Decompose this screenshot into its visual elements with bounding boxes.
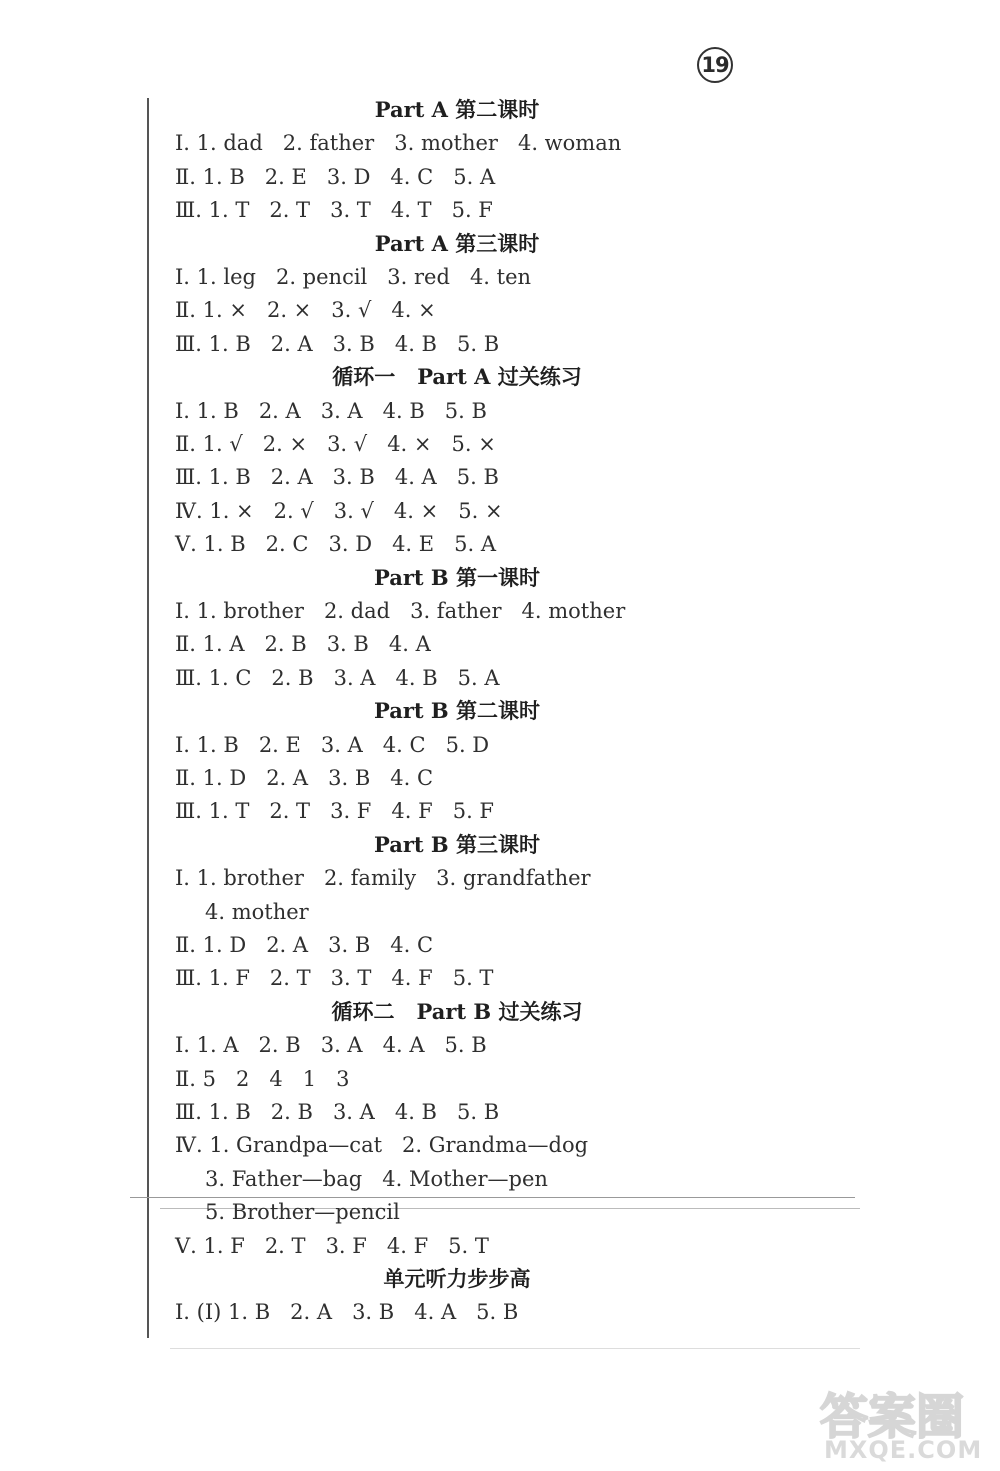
section-heading: Part B 第一课时: [374, 565, 540, 590]
watermark-cn-text: 答案圈: [820, 1389, 965, 1445]
answer-line: Ⅲ. 1. T 2. T 3. F 4. F 5. F: [175, 799, 494, 823]
answer-line: Ⅰ. (Ⅰ) 1. B 2. A 3. B 4. A 5. B: [175, 1300, 519, 1324]
answer-line: Ⅰ. 1. B 2. E 3. A 4. C 5. D: [175, 733, 490, 757]
answer-line: Ⅱ. 1. × 2. × 3. √ 4. ×: [175, 298, 436, 322]
answer-line: Ⅲ. 1. B 2. A 3. B 4. A 5. B: [175, 465, 499, 489]
answer-line: Ⅲ. 1. C 2. B 3. A 4. B 5. A: [175, 666, 500, 690]
section-heading: 循环一 Part A 过关练习: [332, 364, 582, 389]
answer-line: Ⅱ. 1. D 2. A 3. B 4. C: [175, 766, 434, 790]
answer-line: Ⅰ. 1. leg 2. pencil 3. red 4. ten: [175, 265, 532, 289]
answer-line: Ⅱ. 1. B 2. E 3. D 4. C 5. A: [175, 165, 496, 189]
answer-line-continuation: 3. Father—bag 4. Mother—pen: [205, 1167, 548, 1191]
section-heading: 单元听力步步高: [383, 1266, 531, 1291]
page-divider-rule: [130, 1197, 855, 1198]
answer-line: Ⅱ. 1. √ 2. × 3. √ 4. × 5. ×: [175, 432, 496, 456]
answer-line: Ⅴ. 1. B 2. C 3. D 4. E 5. A: [175, 532, 497, 556]
section-heading: Part B 第二课时: [374, 698, 540, 723]
answer-line: Ⅲ. 1. T 2. T 3. T 4. T 5. F: [175, 198, 493, 222]
answer-line: Ⅱ. 1. A 2. B 3. B 4. A: [175, 632, 431, 656]
answer-line: Ⅲ. 1. B 2. B 3. A 4. B 5. B: [175, 1100, 500, 1124]
page-number-badge: [697, 47, 733, 83]
answer-line: Ⅰ. 1. dad 2. father 3. mother 4. woman: [175, 131, 622, 155]
answer-line-continuation: 5. Brother—pencil: [205, 1200, 400, 1224]
watermark-en-text: MXQE.COM: [824, 1436, 983, 1464]
answer-line-continuation: 4. mother: [205, 900, 309, 924]
watermark-logo: [820, 1378, 985, 1468]
answer-line: Ⅲ. 1. B 2. A 3. B 4. B 5. B: [175, 332, 500, 356]
section-heading: Part A 第三课时: [374, 231, 540, 256]
answer-line: Ⅱ. 5 2 4 1 3: [175, 1067, 350, 1091]
section-heading: 循环二 Part B 过关练习: [331, 999, 583, 1024]
answer-line: Ⅳ. 1. × 2. √ 3. √ 4. × 5. ×: [175, 499, 503, 523]
answer-line: Ⅰ. 1. brother 2. family 3. grandfather: [175, 866, 591, 890]
answer-line: Ⅰ. 1. B 2. A 3. A 4. B 5. B: [175, 399, 487, 423]
section-heading: Part B 第三课时: [374, 832, 540, 857]
answer-line: Ⅴ. 1. F 2. T 3. F 4. F 5. T: [175, 1234, 489, 1258]
answer-line: Ⅰ. 1. brother 2. dad 3. father 4. mother: [175, 599, 626, 623]
answer-line: Ⅰ. 1. A 2. B 3. A 4. A 5. B: [175, 1033, 487, 1057]
bottom-faint-rule: [170, 1348, 860, 1349]
section-heading: Part A 第二课时: [374, 97, 540, 122]
answer-line: Ⅲ. 1. F 2. T 3. T 4. F 5. T: [175, 966, 494, 990]
answer-line: Ⅱ. 1. D 2. A 3. B 4. C: [175, 933, 434, 957]
answer-line: Ⅳ. 1. Grandpa—cat 2. Grandma—dog: [175, 1133, 589, 1157]
left-margin-rule: [147, 98, 149, 1338]
page-number: 19: [701, 53, 729, 77]
